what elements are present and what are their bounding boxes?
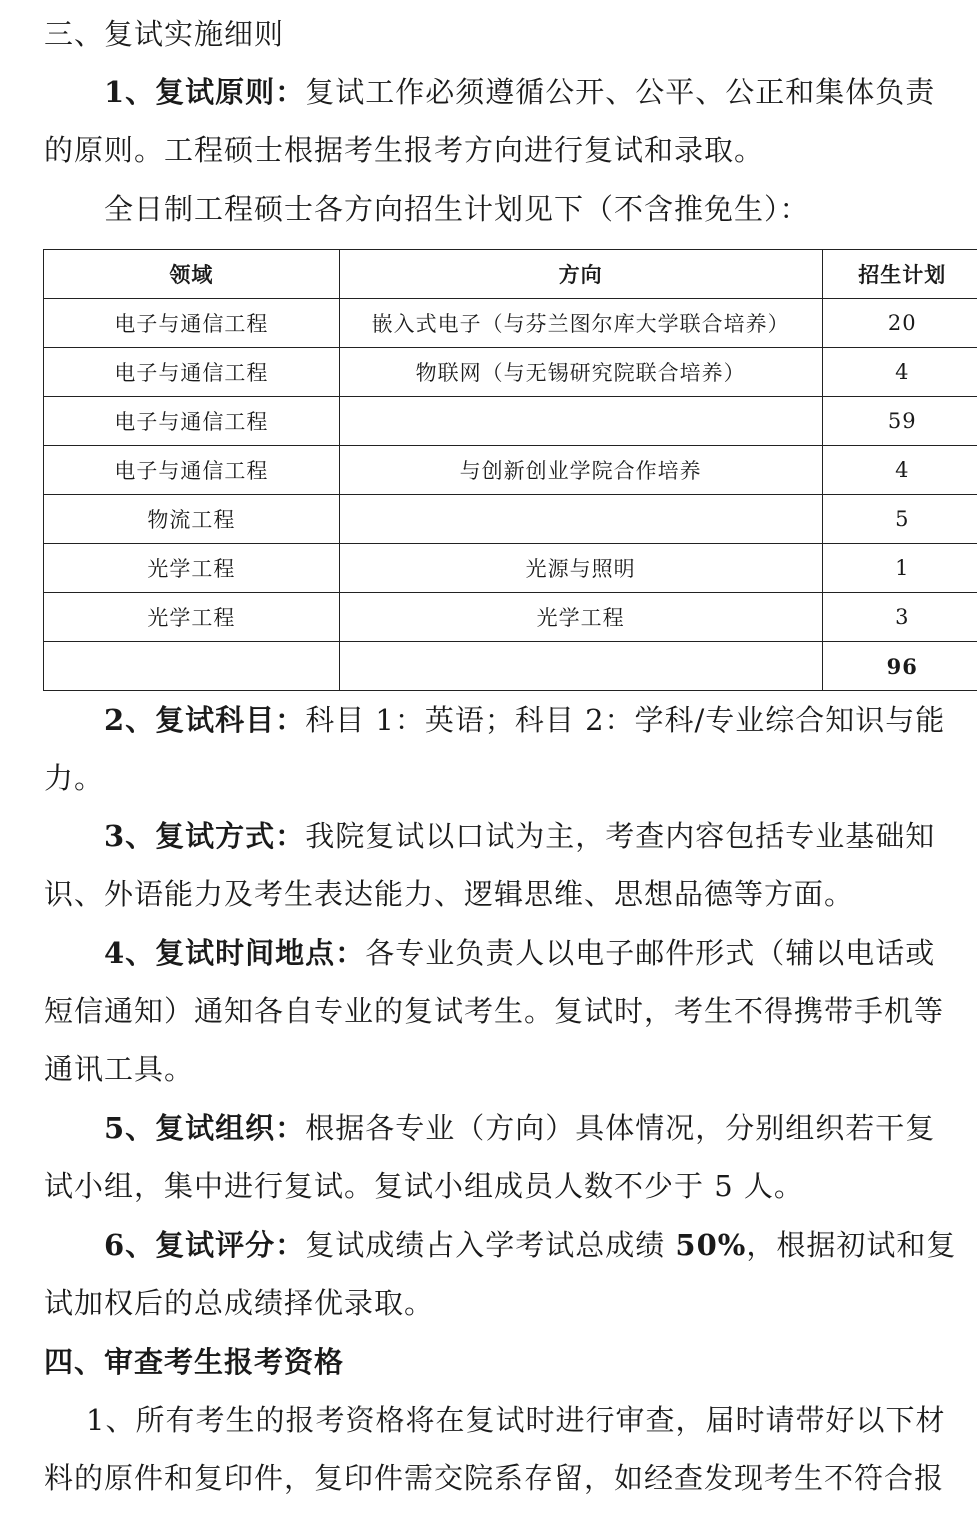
cell-field: 电子与通信工程 (44, 446, 340, 495)
scoring-paragraph-line1 (104, 1227, 977, 1263)
table-row (44, 544, 977, 593)
method-label: 3、复试方式： (104, 819, 306, 853)
cell-field: 电子与通信工程 (44, 397, 340, 446)
method-paragraph-line1 (104, 818, 977, 854)
time-place-label: 4、复试时间地点： (104, 936, 366, 970)
table-total-row (44, 642, 977, 691)
qualification-paragraph-line1: 1、所有考生的报考资格将在复试时进行审查，届时请带好以下材 (86, 1403, 946, 1437)
table-row (44, 299, 977, 348)
subjects-label: 2、复试科目： (104, 703, 306, 737)
method-text: 我院复试以口试为主，考查内容包括专业基础知 (305, 819, 936, 853)
header-quota: 招生计划 (822, 250, 977, 299)
cell-direction (339, 397, 822, 446)
header-field: 领域 (44, 250, 340, 299)
qualification-paragraph-line2: 料的原件和复印件，复印件需交院系存留，如经查发现考生不符合报 (44, 1461, 945, 1495)
scoring-text-c: ，根据初试和复 (746, 1228, 957, 1262)
method-paragraph-line2: 识、外语能力及考生表达能力、逻辑思维、思想品德等方面。 (44, 877, 855, 911)
section-3-title: 三、复试实施细则 (44, 17, 285, 51)
total-quota: 96 (822, 642, 977, 691)
table-header-row (44, 250, 977, 299)
total-field (44, 642, 340, 691)
cell-direction: 物联网（与无锡研究院联合培养） (339, 348, 822, 397)
enrollment-plan-table (43, 249, 977, 691)
organization-label: 5、复试组织： (104, 1111, 306, 1145)
cell-field: 光学工程 (44, 544, 340, 593)
cell-quota: 4 (822, 446, 977, 495)
time-place-paragraph-line3: 通讯工具。 (44, 1052, 195, 1086)
cell-quota: 59 (822, 397, 977, 446)
principle-paragraph-line1 (104, 74, 977, 110)
table-row (44, 348, 977, 397)
table-row (44, 397, 977, 446)
organization-text: 根据各专业（方向）具体情况，分别组织若干复 (305, 1111, 936, 1145)
scoring-paragraph-line2: 试加权后的总成绩择优录取。 (44, 1286, 435, 1320)
cell-quota: 1 (822, 544, 977, 593)
section-4-title: 四、审查考生报考资格 (44, 1345, 345, 1379)
cell-quota: 20 (822, 299, 977, 348)
cell-field: 物流工程 (44, 495, 340, 544)
principle-paragraph-line2: 的原则。工程硕士根据考生报考方向进行复试和录取。 (44, 133, 765, 167)
table-row (44, 593, 977, 642)
principle-text: 复试工作必须遵循公开、公平、公正和集体负责 (305, 75, 936, 109)
scoring-text-a: 复试成绩占入学考试总成绩 (305, 1228, 676, 1262)
principle-label: 1、复试原则： (104, 75, 306, 109)
organization-paragraph-line2: 试小组，集中进行复试。复试小组成员人数不少于 5 人。 (44, 1169, 804, 1203)
cell-direction: 光源与照明 (339, 544, 822, 593)
cell-direction: 与创新创业学院合作培养 (339, 446, 822, 495)
plan-intro: 全日制工程硕士各方向招生计划见下（不含推免生）： (104, 192, 810, 226)
table-row (44, 495, 977, 544)
table-row (44, 446, 977, 495)
cell-field: 电子与通信工程 (44, 348, 340, 397)
subjects-text: 科目 1：英语；科目 2：学科/专业综合知识与能 (305, 703, 946, 737)
cell-quota: 3 (822, 593, 977, 642)
subjects-paragraph-line2: 力。 (44, 761, 105, 795)
total-direction (339, 642, 822, 691)
time-place-paragraph-line1 (104, 935, 977, 971)
cell-direction (339, 495, 822, 544)
header-direction: 方向 (339, 250, 822, 299)
cell-field: 电子与通信工程 (44, 299, 340, 348)
cell-field: 光学工程 (44, 593, 340, 642)
time-place-text: 各专业负责人以电子邮件形式（辅以电话或 (365, 936, 936, 970)
subjects-paragraph-line1 (104, 702, 977, 738)
cell-quota: 5 (822, 495, 977, 544)
cell-direction: 光学工程 (339, 593, 822, 642)
scoring-label: 6、复试评分： (104, 1228, 306, 1262)
cell-quota: 4 (822, 348, 977, 397)
cell-direction: 嵌入式电子（与芬兰图尔库大学联合培养） (339, 299, 822, 348)
time-place-paragraph-line2: 短信通知）通知各自专业的复试考生。复试时，考生不得携带手机等 (44, 994, 945, 1028)
organization-paragraph-line1 (104, 1110, 977, 1146)
scoring-percent: 50% (675, 1228, 747, 1262)
